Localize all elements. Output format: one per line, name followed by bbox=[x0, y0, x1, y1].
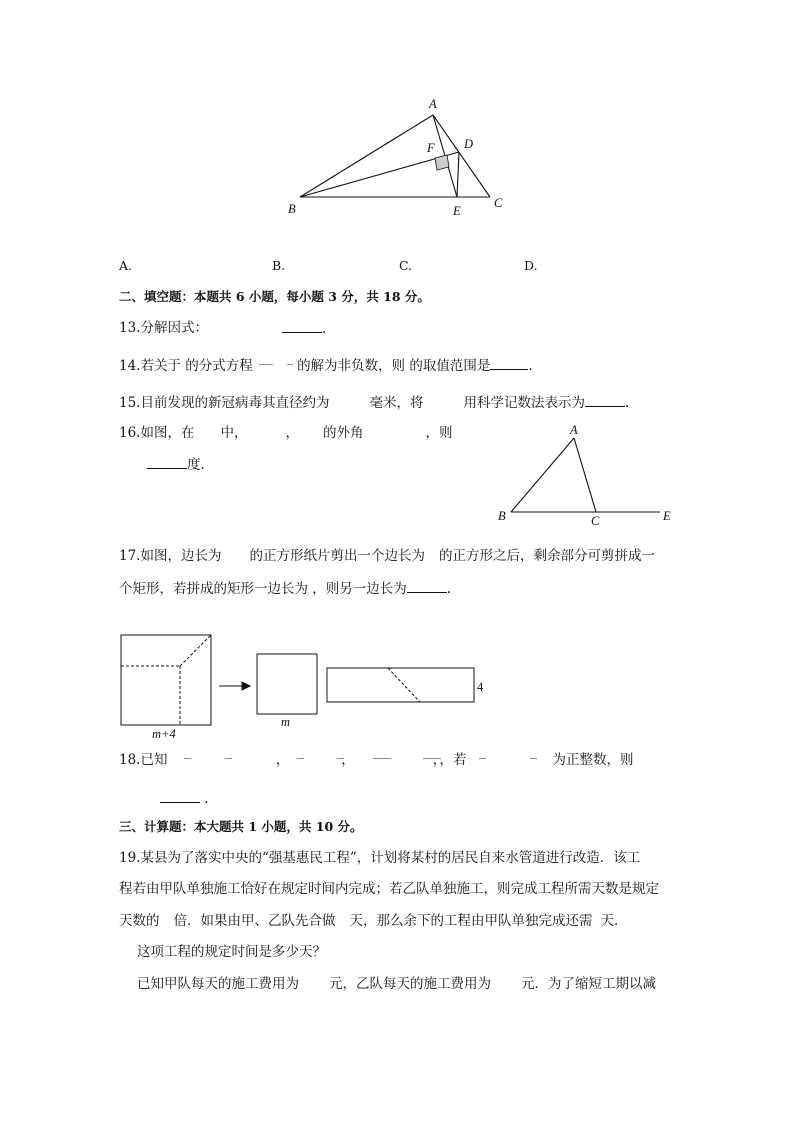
label-c: C bbox=[494, 196, 503, 210]
q18-part1: 18.已知 bbox=[119, 752, 168, 768]
q15-part2: 毫米，将 bbox=[369, 395, 424, 411]
q19-line5-part2: 元，乙队每天的施工费用为 bbox=[329, 976, 491, 992]
q19-line3-part2: 倍．如果由甲、乙队先合做 bbox=[173, 913, 336, 929]
q16-label-c: C bbox=[591, 514, 600, 528]
section-2-heading: 二、填空题：本题共 6 小题，每小题 3 分，共 18 分。 bbox=[119, 289, 430, 304]
q19-line5-part1: 已知甲队每天的施工费用为 bbox=[137, 976, 299, 992]
question-18-line2 bbox=[160, 790, 209, 807]
section-3-heading: 三、计算题：本大题共 1 小题，共 10 分。 bbox=[119, 819, 363, 834]
question-19-line4: 这项工程的规定时间是多少天？ bbox=[137, 944, 326, 960]
label-e: E bbox=[453, 204, 461, 218]
q17-label-big: m+4 bbox=[152, 727, 176, 741]
q14-part1: 14.若关于 的分式方程 bbox=[119, 358, 253, 374]
question-19-line5 bbox=[137, 976, 656, 992]
q18-part4: ，，若 bbox=[432, 752, 467, 768]
q17-dash-diagonal bbox=[180, 635, 211, 666]
q17-label-rect: 4 bbox=[477, 680, 484, 694]
q18-fraction-marks-4 bbox=[467, 747, 553, 763]
question-18 bbox=[119, 752, 634, 768]
q17-big-square bbox=[121, 635, 211, 725]
q17-part3: 的正方形之后，剩余部分可剪拼成一 bbox=[438, 548, 655, 564]
q19-line3-part3: 天，那么余下的工程由甲队单独完成还需 bbox=[349, 913, 593, 929]
q17-rectangle bbox=[327, 668, 474, 702]
q17-rect-dash bbox=[388, 668, 420, 702]
label-b: B bbox=[288, 202, 296, 216]
q16-part1: 16.如图，在 bbox=[119, 425, 195, 441]
q17-line2-end: . bbox=[446, 581, 452, 597]
q16-part3: ， bbox=[285, 425, 299, 441]
q13-text: 13.分解因式： bbox=[119, 320, 208, 336]
q18-part3: ， bbox=[341, 752, 355, 768]
option-b: B. bbox=[272, 258, 286, 273]
q17-arrow-head bbox=[242, 682, 250, 690]
q16-part4: 的外角 bbox=[322, 425, 364, 441]
q17-label-small: m bbox=[281, 715, 291, 729]
q19-line3-part4: 天． bbox=[600, 913, 628, 929]
question-19-line3 bbox=[119, 913, 628, 929]
q16-label-b: B bbox=[498, 509, 506, 523]
q18-part2: ， bbox=[275, 752, 290, 768]
q18-part5: 为正整数，则 bbox=[552, 752, 634, 768]
option-d: D. bbox=[524, 258, 538, 273]
q18-fraction-marks-2 bbox=[289, 747, 341, 763]
q18-line2-end: . bbox=[204, 791, 209, 807]
label-f: F bbox=[427, 141, 435, 155]
q16-part2: 中， bbox=[220, 425, 248, 441]
q18-blank bbox=[160, 790, 200, 803]
q19-line5-part3: 元．为了缩短工期以减 bbox=[521, 976, 656, 992]
q18-fraction-marks-3 bbox=[355, 747, 433, 763]
q16-label-e: E bbox=[663, 509, 671, 523]
option-a: A. bbox=[119, 258, 133, 273]
q15-part3: 用科学记数法表示为 bbox=[463, 395, 585, 411]
option-c: C. bbox=[399, 258, 413, 273]
q16-part5: ，则 bbox=[425, 425, 453, 441]
q17-part2: 的正方形纸片剪出一个边长为 bbox=[249, 548, 425, 564]
label-a: A bbox=[429, 97, 437, 111]
question-19-line1: 19.某县为了落实中央的“强基惠民工程”，计划将某村的居民自来水管道进行改造．该工 bbox=[119, 850, 641, 866]
q14-end: . bbox=[528, 358, 533, 374]
q17-line2-part1: 个矩形，若拼成的矩形一边长为 ，则另一边长为 bbox=[119, 581, 407, 597]
q15-part1: 15.目前发现的新冠病毒其直径约为 bbox=[119, 395, 330, 411]
q16-line2-text: 度. bbox=[187, 457, 205, 473]
q17-small-square bbox=[257, 654, 317, 714]
label-d: D bbox=[464, 137, 474, 151]
q19-line3-part1: 天数的 bbox=[119, 913, 160, 929]
q16-label-a: A bbox=[570, 423, 578, 437]
q13-end: . bbox=[322, 321, 327, 337]
q18-fraction-marks bbox=[172, 747, 276, 763]
q14-part2: 的解为非负数，则 的取值范围是 bbox=[297, 358, 491, 374]
q17-part1: 17.如图，边长为 bbox=[119, 548, 222, 564]
q15-end: . bbox=[624, 395, 630, 411]
question-19-line2: 程若由甲队单独施工恰好在规定时间内完成；若乙队单独施工，则完成工程所需天数是规定 bbox=[119, 881, 659, 897]
